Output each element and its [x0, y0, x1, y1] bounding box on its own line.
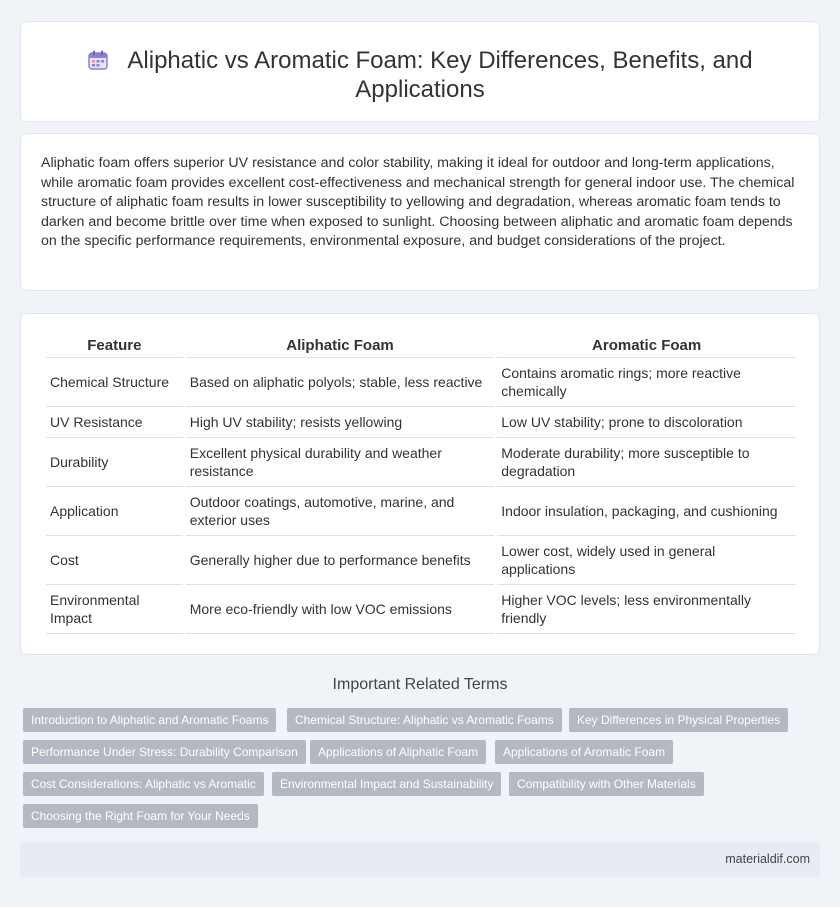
cell-aromatic: Moderate durability; more susceptible to degradation [497, 438, 796, 487]
related-term-tag[interactable]: Environmental Impact and Sustainability [272, 772, 501, 796]
cell-aliphatic: More eco-friendly with low VOC emissions [186, 585, 495, 634]
comparison-table [43, 336, 799, 634]
table-row [46, 358, 796, 407]
cell-aliphatic: High UV stability; resists yellowing [186, 407, 495, 438]
footer [20, 842, 820, 877]
cell-feature: Application [46, 487, 183, 536]
title-card [20, 21, 820, 122]
cell-aromatic: Lower cost, widely used in general applications [497, 536, 796, 585]
header-feature: Feature [46, 336, 183, 358]
cell-feature: Environmental Impact [46, 585, 183, 634]
site-name: materialdif.com [725, 852, 810, 866]
table-row [46, 407, 796, 438]
table-row [46, 438, 796, 487]
cell-aromatic: Indoor insulation, packaging, and cushioning [497, 487, 796, 536]
cell-feature: UV Resistance [46, 407, 183, 438]
related-term-tag[interactable]: Introduction to Aliphatic and Aromatic Foams [23, 708, 276, 732]
cell-aromatic: Contains aromatic rings; more reactive chemically [497, 358, 796, 407]
cell-aliphatic: Excellent physical durability and weather resistance [186, 438, 495, 487]
calendar-icon [87, 49, 109, 71]
cell-feature: Chemical Structure [46, 358, 183, 407]
cell-aromatic: Low UV stability; prone to discoloration [497, 407, 796, 438]
cell-aliphatic: Generally higher due to performance benefits [186, 536, 495, 585]
related-terms-heading: Important Related Terms [332, 676, 508, 693]
table-row [46, 585, 796, 634]
related-term-tag[interactable]: Key Differences in Physical Properties [569, 708, 788, 732]
comparison-card [20, 313, 820, 655]
cell-aliphatic: Outdoor coatings, automotive, marine, and exterior uses [186, 487, 495, 536]
cell-feature: Cost [46, 536, 183, 585]
page-title: Aliphatic vs Aromatic Foam: Key Differences, Benefits, and Applications [127, 47, 753, 103]
related-term-tag[interactable]: Applications of Aromatic Foam [495, 740, 673, 764]
header-aromatic: Aromatic Foam [497, 336, 796, 358]
related-term-tag[interactable]: Applications of Aliphatic Foam [310, 740, 486, 764]
table-row [46, 536, 796, 585]
cell-aromatic: Higher VOC levels; less environmentally friendly [497, 585, 796, 634]
related-term-tag[interactable]: Compatibility with Other Materials [509, 772, 704, 796]
related-term-tag[interactable]: Choosing the Right Foam for Your Needs [23, 804, 258, 828]
intro-paragraph: Aliphatic foam offers superior UV resistance and color stability, making it ideal for outdoor and long-term applications, while aromatic foam provides excellent cost-effectiveness and mechanical strength for general indoor use. The chemical structure of aliphatic foam results in lower susceptibility to yellowing and degradation, whereas aromatic foam tends to darken and become brittle over time when exposed to sunlight. Choosing between aliphatic and aromatic foam depends on the specific performance requirements, environmental exposure, and budget considerations of the project. [41, 155, 795, 249]
table-row [46, 487, 796, 536]
header-aliphatic: Aliphatic Foam [186, 336, 495, 358]
page-title-wrap [61, 46, 779, 104]
related-term-tag[interactable]: Chemical Structure: Aliphatic vs Aromatic Foams [287, 708, 562, 732]
cell-feature: Durability [46, 438, 183, 487]
cell-aliphatic: Based on aliphatic polyols; stable, less reactive [186, 358, 495, 407]
related-term-tag[interactable]: Cost Considerations: Aliphatic vs Aromatic [23, 772, 264, 796]
intro-card [20, 133, 820, 291]
related-term-tag[interactable]: Performance Under Stress: Durability Comparison [23, 740, 306, 764]
table-header-row [46, 336, 796, 358]
